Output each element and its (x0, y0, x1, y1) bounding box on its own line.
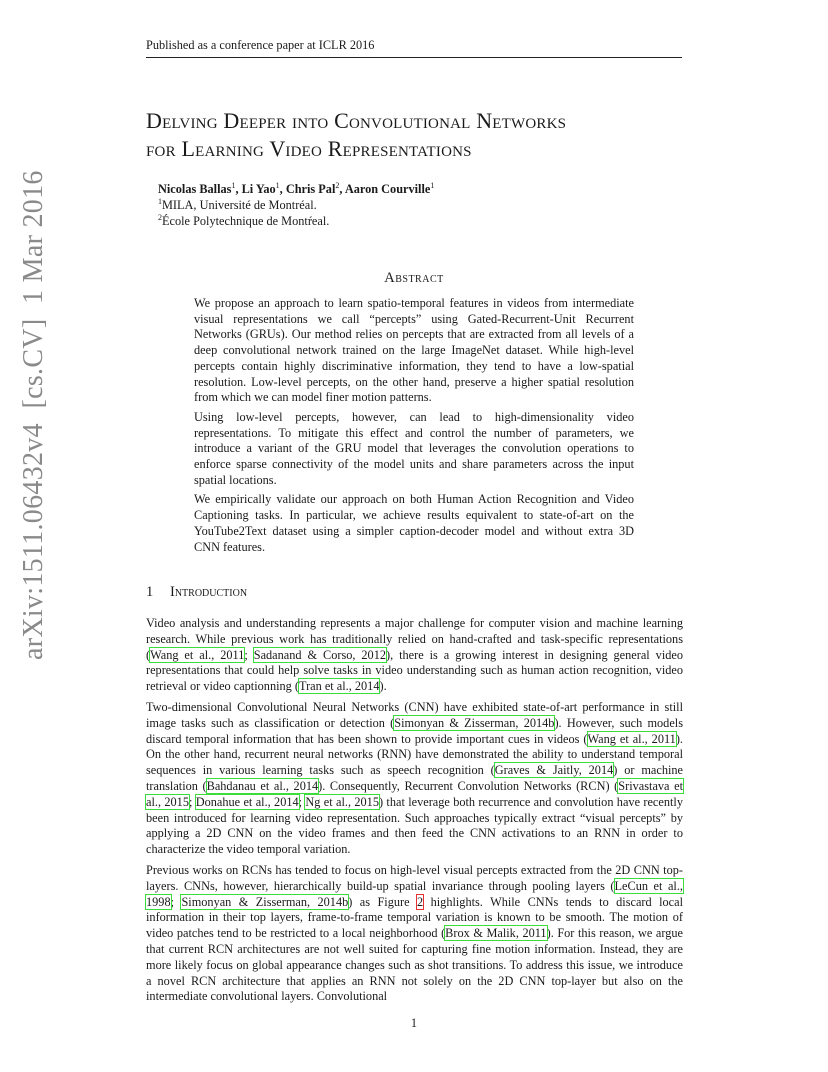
text: ; (188, 794, 196, 809)
text: ) or machine translation ( (146, 763, 683, 793)
citation-link[interactable]: Wang et al., 2011 (587, 731, 676, 746)
text: ) as Figure (348, 894, 418, 909)
text: ). For this reason, we argue that current RCN architectures are not well suited for capturing fine motion information. Instead, they are more likely focus on global appearance changes such as shot transitions. To address this issue, we introduce a novel RCN architecture that applies an RNN not solely on the 2D CNN top-layer but also on the intermediate convolutional layers. Convolutional (146, 926, 683, 1004)
arxiv-stamp: arXiv:1511.06432v4 [cs.CV] 1 Mar 2016 (18, 170, 49, 660)
section-number: 1 (146, 584, 154, 600)
running-header: Published as a conference paper at ICLR 2016 (146, 38, 682, 58)
author-name: Nicolas Ballas (158, 182, 232, 196)
paragraph (146, 863, 683, 1005)
title-line: Delving Deeper into Convolutional Networks (146, 108, 567, 133)
affiliation-text: École Polytechnique de Montŕeal. (162, 214, 330, 228)
author-name: Aaron Courville (344, 182, 431, 196)
text: ). Consequently, Recurrent Convolution Networks (RCN) ( (318, 778, 619, 793)
citation-link[interactable]: LeCun et al., 1998 (146, 878, 683, 909)
author-affiliation-mark: 1 (430, 181, 435, 190)
text: Video analysis and understanding represents a major challenge for computer vision and machine learning research. While previous work has traditionally relied on hand-crafted and task-specific representations ( (146, 616, 683, 662)
affiliation-mark: 2 (158, 213, 162, 222)
citation-link[interactable]: Brox & Malik, 2011 (445, 926, 547, 941)
text: Two-dimensional Convolutional Neural Networks (CNN) have exhibited state-of-art performance in still image tasks such as classification or detection ( (146, 699, 683, 730)
citation-link[interactable]: Graves & Jaitly, 2014 (494, 763, 614, 778)
title-line: for Learning Video Representations (146, 136, 472, 161)
affiliation-mark: 1 (158, 197, 162, 206)
abstract-heading: Abstract (384, 270, 444, 286)
citation-link[interactable]: Wang et al., 2011 (150, 647, 245, 662)
author-list: Nicolas Ballas$^1$, Li Yao$^1$, Chris Pal$^2$, Aaron Courville$^1$ (158, 181, 435, 196)
citation-link[interactable]: Sadanand & Corso, 2012 (253, 647, 386, 662)
author-affiliation-mark: 1 (231, 181, 236, 190)
citation-link[interactable]: Srivastava et al., 2015 (146, 778, 683, 809)
text: ). On the other hand, recurrent neural networks (RNN) have demonstrated the ability to understand temporal sequences in various learning tasks such as speech recognition ( (146, 731, 683, 778)
author-name: Chris Pal (285, 182, 336, 196)
citation-link[interactable]: Ng et al., 2015 (305, 794, 379, 809)
abstract-paragraph: Using low-level percepts, however, can lead to high-dimensionality video representations. To mitigate this effect and control the number of parameters, we introduce a variant of the GRU model that leverages the convolution operations to enforce sparse connectivity of the model units and share parameters across the input spatial locations. (194, 409, 634, 487)
page-number: 1 (410, 1016, 418, 1030)
text: Previous works on RCNs has tended to focus on high-level visual percepts extracted from the 2D CNN top-layers. CNNs, however, hierarchically build-up spatial invariance through pooling layers ( (146, 862, 683, 893)
text: highlights. While CNNs tends to discard local information in their top layers, frame-to-frame temporal variation is known to be smooth. The motion of video patches tend to be restricted to a local neighborhood ( (146, 894, 683, 941)
text: ; (170, 894, 182, 909)
text: ), there is a growing interest in designing general video representations that could help solve tasks in video understanding such as human action recognition, video retrieval or video captionning ( (146, 647, 683, 694)
text: ). (379, 679, 387, 694)
affiliation (158, 197, 434, 213)
citation-link[interactable]: Simonyan & Zisserman, 2014b (394, 715, 555, 730)
abstract-paragraph: We empirically validate our approach on both Human Action Recognition and Video Captioning tasks. In particular, we achieve results equivalent to state-of-art on the YouTube2Text dataset using a simpler caption-decoder model and without extra 3D CNN features. (194, 492, 634, 554)
author-affiliation-mark: 2 (335, 181, 340, 190)
abstract-paragraph: We propose an approach to learn spatio-temporal features in videos from intermediate visual representations we call “percepts” using Gated-Recurrent-Unit Recurrent Networks (GRUs). Our method relies on percepts that are extracted from all levels of a deep convolutional network trained on the large ImageNet dataset. While high-level percepts contain highly discriminative information, they tend to have a low-spatial resolution. Low-level percepts, on the other hand, preserve a higher spatial resolution from which we can model finer motion patterns. (194, 296, 634, 405)
paragraph (146, 616, 683, 695)
body-text (146, 616, 683, 1010)
author-name: Li Yao (241, 182, 276, 196)
author-affiliation-mark: 1 (275, 181, 280, 190)
citation-link[interactable]: Simonyan & Zisserman, 2014b (181, 894, 349, 909)
affiliation (158, 213, 434, 229)
affiliation-text: MILA, Université de Montréal. (162, 198, 317, 212)
author-block (158, 181, 434, 229)
paper-title (146, 107, 706, 163)
text: ) that leverage both recurrence and convolution have recently been introduced for learning video representation. Such approaches typically extract “visual percepts” by applying a 2D CNN on the video frames and then feed the CNN activations to an RNN in order to characterize the video temporal variation. (146, 794, 683, 857)
citation-link[interactable]: Donahue et al., 2014 (195, 794, 299, 809)
citation-link[interactable]: Tran et al., 2014 (298, 679, 380, 694)
text: ). However, such models discard temporal information that has been shown to provide important cues in videos ( (146, 715, 683, 746)
paragraph (146, 700, 683, 858)
section-heading (146, 584, 247, 601)
figure-reference-link[interactable]: 2 (417, 894, 424, 909)
section-title: Introduction (170, 584, 248, 600)
abstract (194, 296, 634, 559)
text: ; (298, 794, 306, 809)
text: ; (244, 647, 254, 662)
citation-link[interactable]: Bahdanau et al., 2014 (206, 778, 319, 793)
